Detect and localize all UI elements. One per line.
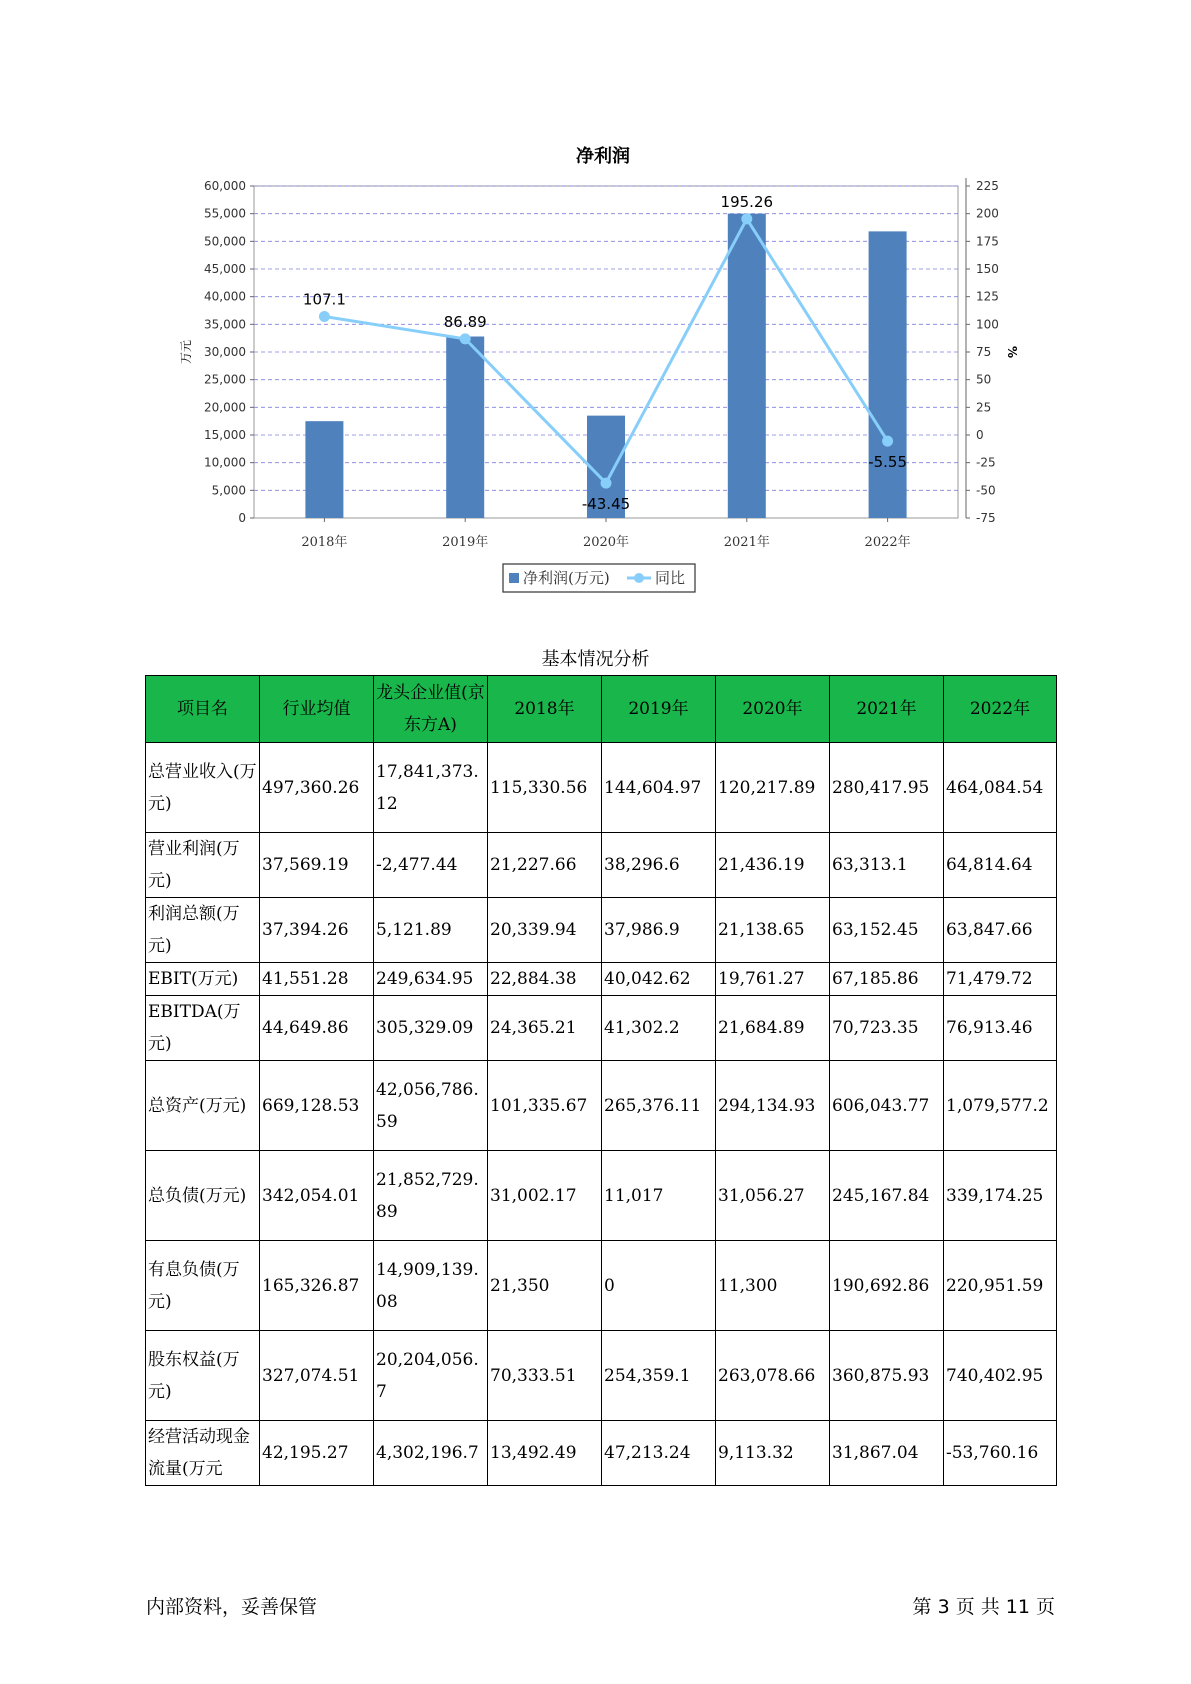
table-caption: 基本情况分析 [541,649,650,670]
table-row [146,996,1057,1061]
table-header-cell: 行业均值 [260,676,374,743]
table-cell: 327,074.51 [260,1331,374,1421]
table-cell: 120,217.89 [716,743,830,833]
table-cell: 47,213.24 [602,1421,716,1486]
right-tick-label: 0 [976,428,984,442]
yoy-point [741,213,752,224]
yoy-data-label: -43.45 [581,495,631,514]
table-cell: 42,056,786.59 [374,1061,488,1151]
table-row [146,963,1057,996]
table-cell: 220,951.59 [944,1241,1057,1331]
table-cell: 249,634.95 [374,963,488,996]
table-cell: 41,302.2 [602,996,716,1061]
left-tick-label: 5,000 [211,483,246,498]
table-cell: 165,326.87 [260,1241,374,1331]
table-row [146,1151,1057,1241]
table-cell: 71,479.72 [944,963,1057,996]
bar [305,421,343,518]
table-cell: 21,227.66 [488,833,602,898]
legend-point-swatch [634,573,644,583]
left-tick-label: 15,000 [204,428,246,442]
yoy-data-label: 107.1 [302,290,346,309]
bar [446,337,484,518]
table-cell: 342,054.01 [260,1151,374,1241]
legend-label-yoy: 同比 [655,569,686,587]
left-tick-label: 10,000 [204,455,246,470]
table-cell: 22,884.38 [488,963,602,996]
left-tick-label: 25,000 [204,372,246,387]
table-cell: 21,684.89 [716,996,830,1061]
table-cell: 254,359.1 [602,1331,716,1421]
table-row [146,1061,1057,1151]
table-cell: 19,761.27 [716,963,830,996]
row-label-cell: 利润总额(万元) [146,898,260,963]
row-label-cell: 有息负债(万元) [146,1241,260,1331]
y-axis-label-right: % [1005,345,1019,359]
left-tick-label: 60,000 [204,179,246,193]
table-cell: 740,402.95 [944,1331,1057,1421]
table-cell: 21,350 [488,1241,602,1331]
table-cell: 339,174.25 [944,1151,1057,1241]
left-tick-label: 0 [238,511,246,525]
table-cell: 11,300 [716,1241,830,1331]
right-tick-label: 25 [976,400,992,415]
legend-bar-swatch [509,573,519,583]
table-cell: 24,365.21 [488,996,602,1061]
table-cell: 37,986.9 [602,898,716,963]
table-cell: 669,128.53 [260,1061,374,1151]
table-cell: 63,152.45 [830,898,944,963]
table-header-cell: 2019年 [602,676,716,743]
left-tick-label: 35,000 [204,317,246,332]
left-tick-label: 45,000 [204,262,246,276]
bar [869,231,907,518]
table-cell: 280,417.95 [830,743,944,833]
left-tick-label: 20,000 [204,400,246,415]
table-row [146,1241,1057,1331]
table-cell: 31,867.04 [830,1421,944,1486]
table-cell: -2,477.44 [374,833,488,898]
row-label-cell: 总负债(万元) [146,1151,260,1241]
table-cell: 21,852,729.89 [374,1151,488,1241]
table-header-cell: 2018年 [488,676,602,743]
table-cell: 1,079,577.2 [944,1061,1057,1151]
table-cell: 606,043.77 [830,1061,944,1151]
table-cell: 5,121.89 [374,898,488,963]
table-cell: 40,042.62 [602,963,716,996]
table-cell: 13,492.49 [488,1421,602,1486]
table-cell: 64,814.64 [944,833,1057,898]
table-row [146,833,1057,898]
x-tick-label: 2021年 [723,535,770,550]
table-cell: 37,569.19 [260,833,374,898]
basic-analysis-table [145,675,1057,1486]
table-cell: 41,551.28 [260,963,374,996]
table-header-cell: 2022年 [944,676,1057,743]
table-cell: 76,913.46 [944,996,1057,1061]
legend-label-net-profit: 净利润(万元) [523,569,610,587]
table-cell: 464,084.54 [944,743,1057,833]
table-cell: 14,909,139.08 [374,1241,488,1331]
table-header-cell: 2021年 [830,676,944,743]
table-cell: 9,113.32 [716,1421,830,1486]
row-label-cell: 总营业收入(万元) [146,743,260,833]
table-row [146,1331,1057,1421]
table-cell: 190,692.86 [830,1241,944,1331]
table-cell: 31,002.17 [488,1151,602,1241]
footer-page-number: 第 3 页 共 11 页 [912,1596,1055,1618]
right-tick-label: 75 [976,345,992,359]
table-cell: 70,333.51 [488,1331,602,1421]
yoy-data-label: 195.26 [720,192,774,211]
x-tick-label: 2018年 [301,535,348,550]
row-label-cell: 经营活动现金流量(万元 [146,1421,260,1486]
row-label-cell: 股东权益(万元) [146,1331,260,1421]
yoy-point [319,311,330,322]
net-profit-chart [0,0,1191,600]
table-cell: 38,296.6 [602,833,716,898]
table-cell: 4,302,196.7 [374,1421,488,1486]
right-tick-label: -50 [976,483,996,498]
chart-title: 净利润 [576,146,630,167]
bar [728,214,766,518]
yoy-point [882,436,893,447]
table-cell: 42,195.27 [260,1421,374,1486]
row-label-cell: EBITDA(万元) [146,996,260,1061]
table-header-row [146,676,1057,743]
table-cell: 0 [602,1241,716,1331]
row-label-cell: 总资产(万元) [146,1061,260,1151]
table-header-cell: 龙头企业值(京东方A) [374,676,488,743]
table-cell: 20,339.94 [488,898,602,963]
table-cell: 245,167.84 [830,1151,944,1241]
table-header-cell: 项目名 [146,676,260,743]
yoy-point [460,333,471,344]
right-tick-label: 225 [976,179,999,193]
table-cell: 265,376.11 [602,1061,716,1151]
table-cell: 497,360.26 [260,743,374,833]
table-cell: 67,185.86 [830,963,944,996]
yoy-data-label: -5.55 [868,453,908,472]
table-header-cell: 2020年 [716,676,830,743]
table-cell: 44,649.86 [260,996,374,1061]
y-axis-label-left: 万元 [179,339,193,365]
table-cell: 17,841,373.12 [374,743,488,833]
table-cell: 360,875.93 [830,1331,944,1421]
table-cell: 11,017 [602,1151,716,1241]
table-cell: 144,604.97 [602,743,716,833]
table-cell: 37,394.26 [260,898,374,963]
left-tick-label: 55,000 [204,206,246,221]
right-tick-label: -25 [976,455,996,470]
row-label-cell: EBIT(万元) [146,963,260,996]
yoy-data-label: 86.89 [443,312,487,331]
table-cell: 263,078.66 [716,1331,830,1421]
table-cell: 63,847.66 [944,898,1057,963]
left-tick-label: 40,000 [204,289,246,304]
table-cell: 31,056.27 [716,1151,830,1241]
table-row [146,743,1057,833]
right-tick-label: 175 [976,234,999,249]
left-tick-label: 50,000 [204,234,246,249]
table-row [146,898,1057,963]
table-cell: 63,313.1 [830,833,944,898]
table-cell: 305,329.09 [374,996,488,1061]
table-cell: -53,760.16 [944,1421,1057,1486]
right-tick-label: 100 [976,317,999,332]
right-tick-label: -75 [976,511,996,525]
table-cell: 294,134.93 [716,1061,830,1151]
table-cell: 21,436.19 [716,833,830,898]
x-tick-label: 2019年 [442,535,489,550]
table-cell: 21,138.65 [716,898,830,963]
net-profit-chart-svg [0,0,1191,600]
right-tick-label: 50 [976,372,992,387]
row-label-cell: 营业利润(万元) [146,833,260,898]
x-tick-label: 2020年 [582,535,630,550]
table-cell: 20,204,056.7 [374,1331,488,1421]
x-tick-label: 2022年 [864,535,911,550]
right-tick-label: 200 [976,206,999,221]
table-cell: 115,330.56 [488,743,602,833]
footer-confidential-note: 内部资料，妥善保管 [146,1596,318,1618]
right-tick-label: 125 [976,289,999,304]
table-cell: 70,723.35 [830,996,944,1061]
table-row [146,1421,1057,1486]
left-tick-label: 30,000 [204,345,246,359]
yoy-point [601,478,612,489]
table-cell: 101,335.67 [488,1061,602,1151]
right-tick-label: 150 [976,262,999,276]
